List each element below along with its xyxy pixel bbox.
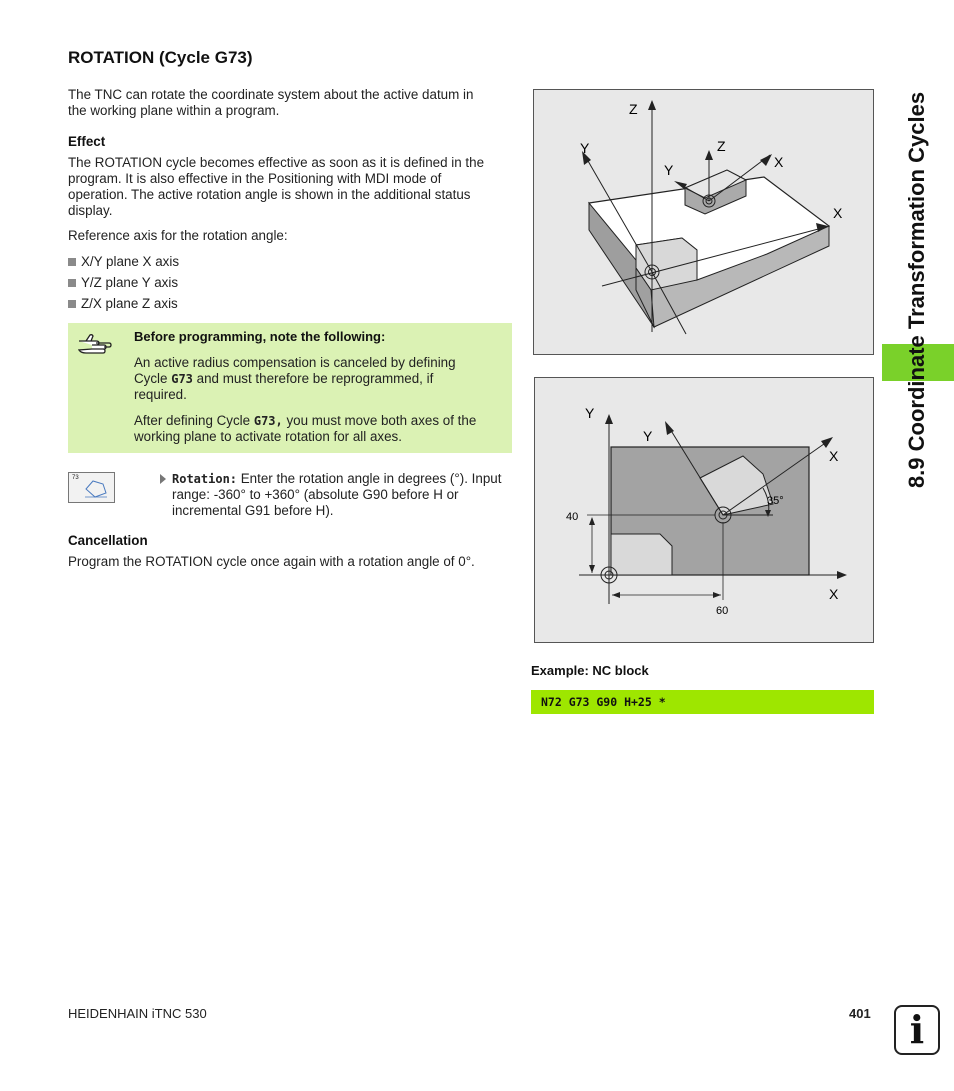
figure-2d-drawing — [535, 378, 873, 642]
axis-label: Z — [717, 138, 726, 154]
bullet-square-icon — [68, 300, 76, 308]
bullet-square-icon — [68, 279, 76, 287]
section-title: ROTATION (Cycle G73) — [68, 48, 253, 67]
note-text: After defining Cycle G73, you must move both axes of the — [134, 413, 477, 428]
effect-line-2: program. It is also effective in the Positioning with MDI mode of — [68, 171, 442, 186]
intro-line-1: The TNC can rotate the coordinate system about the active datum in — [68, 87, 474, 102]
effect-heading: Effect — [68, 134, 106, 149]
triangle-bullet-icon — [159, 474, 167, 484]
axis-label: Y — [580, 140, 590, 156]
list-item: Z/X plane Z axis — [68, 296, 178, 312]
cancellation-text: Program the ROTATION cycle once again with a rotation angle of 0°. — [68, 554, 475, 569]
note-text: required. — [134, 387, 187, 402]
param-line-1: Rotation: Enter the rotation angle in degrees (°). Input — [172, 471, 502, 486]
param-line-3: incremental G91 before H). — [172, 503, 334, 518]
axis-label: Z — [629, 101, 638, 117]
axis-label: Y — [643, 428, 653, 444]
reference-axis-text: Reference axis for the rotation angle: — [68, 228, 288, 243]
dimension-label: 60 — [716, 605, 729, 617]
axis-label: X — [774, 154, 784, 170]
softkey-label: 73 — [72, 475, 79, 481]
param-name: Rotation: — [172, 472, 238, 486]
angle-label: 35° — [767, 495, 784, 507]
rotation-softkey-icon — [83, 477, 109, 499]
effect-line-1: The ROTATION cycle becomes effective as soon as it is defined in the — [68, 155, 485, 170]
list-item: X/Y plane X axis — [68, 254, 179, 270]
dimension-label: 40 — [566, 511, 579, 523]
list-item: Y/Z plane Y axis — [68, 275, 178, 291]
axis-label: X — [833, 205, 843, 221]
note-text: An active radius compensation is canceled by defining — [134, 355, 456, 370]
figure-3d-drawing — [534, 90, 873, 354]
note-heading: Before programming, note the following: — [134, 329, 386, 344]
cancellation-heading: Cancellation — [68, 533, 148, 548]
note-text: Cycle G73 and must therefore be reprogrammed, if — [134, 371, 434, 386]
cycle-softkey[interactable] — [68, 472, 115, 503]
axis-label: Y — [585, 405, 595, 421]
axis-label: X — [829, 586, 839, 602]
effect-line-3: operation. The active rotation angle is shown in the additional status — [68, 187, 471, 202]
param-line-2: range: -360° to +360° (absolute G90 before H or — [172, 487, 459, 502]
bullet-square-icon — [68, 258, 76, 266]
pointing-hand-icon — [78, 333, 112, 355]
figure-2d-rotation — [534, 377, 874, 643]
nc-code-block: N72 G73 G90 H+25 * — [531, 690, 874, 714]
effect-line-4: display. — [68, 203, 113, 218]
intro-line-2: the working plane within a program. — [68, 103, 280, 118]
figure-3d-rotation — [533, 89, 874, 355]
info-icon[interactable]: i — [894, 1005, 940, 1055]
page-number: 401 — [849, 1006, 871, 1021]
axis-label: X — [829, 448, 839, 464]
example-heading: Example: NC block — [531, 663, 649, 678]
footer-product: HEIDENHAIN iTNC 530 — [68, 1006, 207, 1021]
axis-label: Y — [664, 162, 674, 178]
note-text: working plane to activate rotation for all axes. — [134, 429, 402, 444]
